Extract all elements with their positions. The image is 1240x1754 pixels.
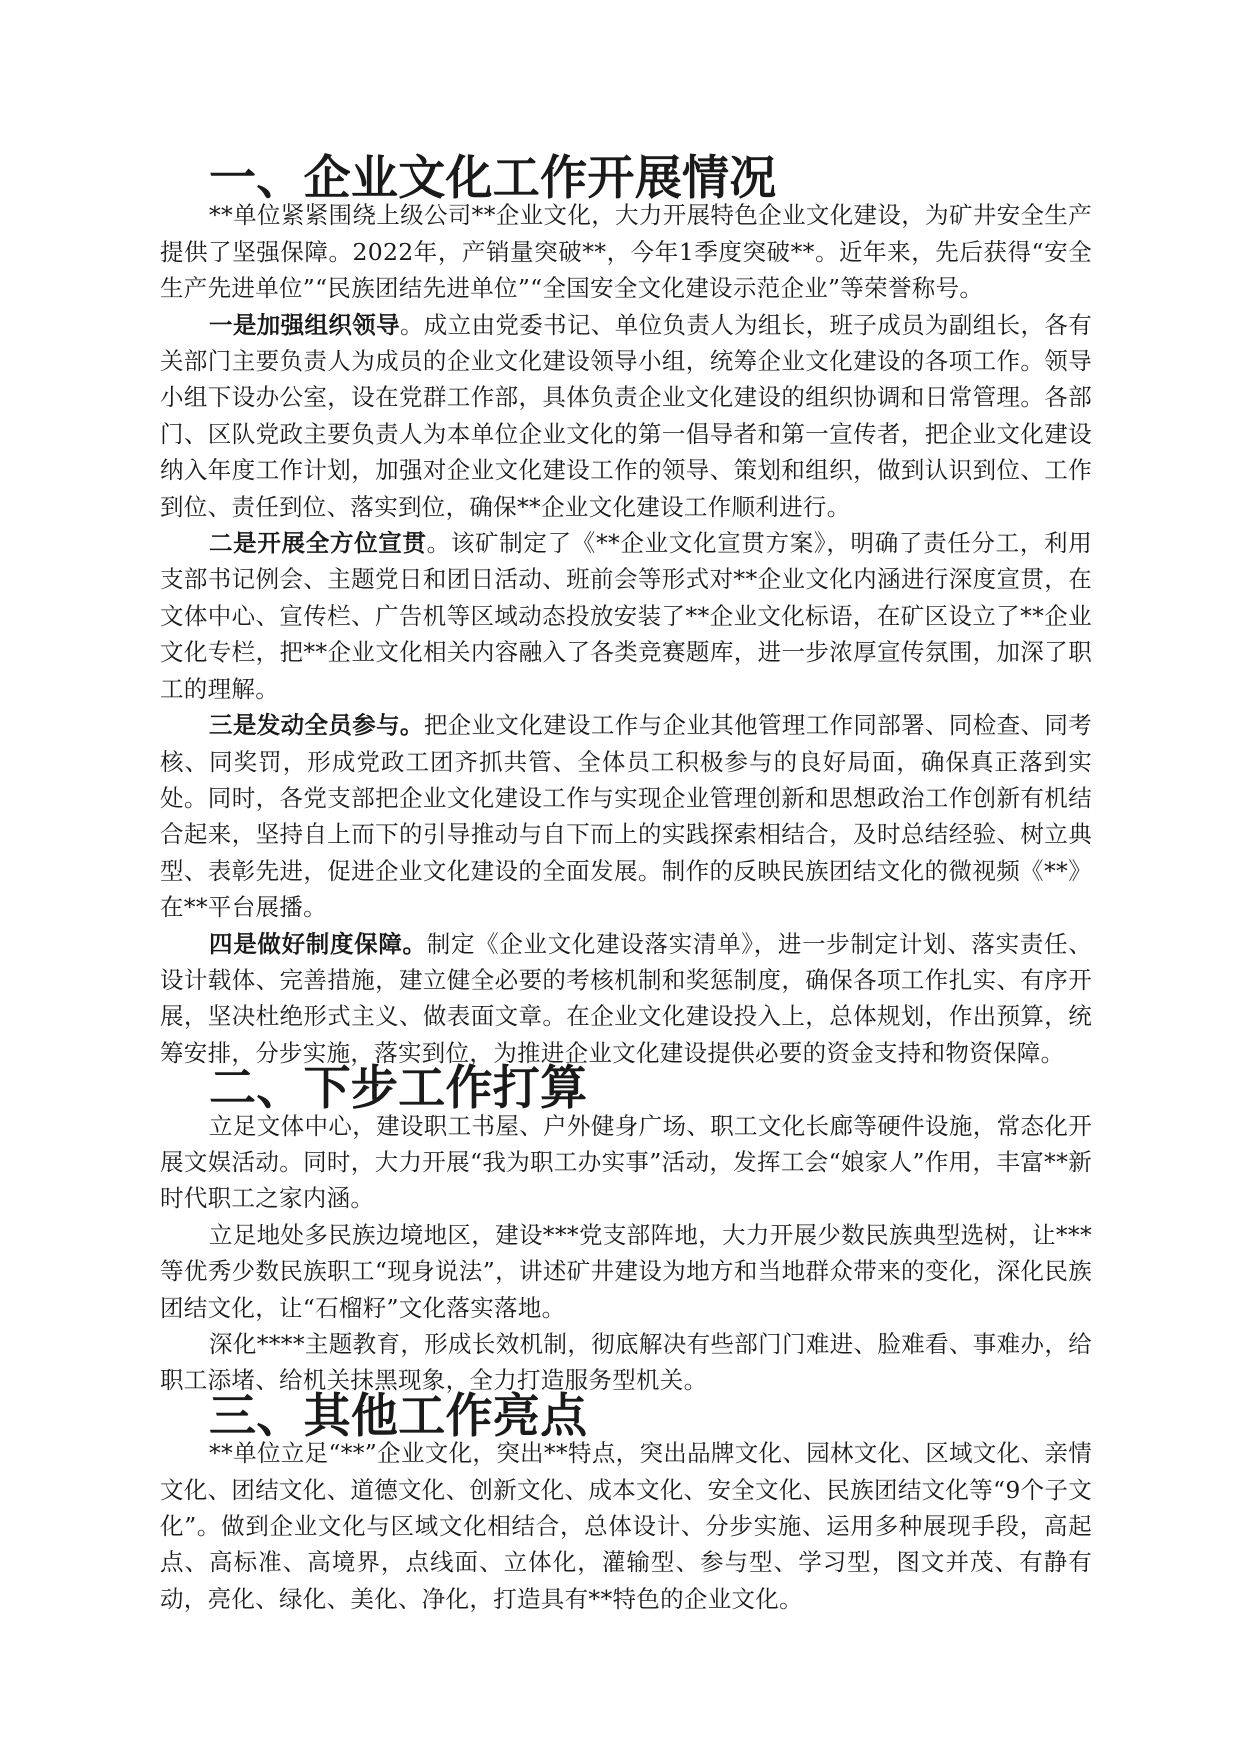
paragraph (160, 926, 1092, 1072)
paragraph-lead: 二是开展全方位宣贯 (209, 529, 427, 558)
paragraph (160, 525, 1092, 707)
paragraph-text: 。成立由党委书记、单位负责人为组长，班子成员为副组长，各有关部门主要负责人为成员的企业文化建设领导小组，统筹企业文化建设的各项工作。领导小组下设办公室，设在党群工作部，具体负责企业文化建设的组织协调和日常管理。各部门、区队党政主要负责人为本单位企业文化的第一倡导者和第一宣传者，把企业文化建设纳入年度工作计划，加强对企业文化建设工作的领导、策划和组织，做到认识到位、工作到位、责任到位、落实到位，确保**企业文化建设工作顺利进行。 (160, 310, 1092, 521)
paragraph-text: 深化****主题教育，形成长效机制，彻底解决有些部门门难进、脸难看、事难办，给职工添堵、给机关抹黑现象，全力打造服务型机关。 (160, 1330, 1092, 1395)
document-body (160, 151, 1093, 1617)
paragraph (160, 707, 1092, 925)
paragraph (160, 307, 1092, 525)
section-heading: 二、下步工作打算 (209, 1061, 588, 1117)
paragraph-text: 把企业文化建设工作与企业其他管理工作同部署、同检查、同考核、同奖罚，形成党政工团齐抓共管、全体员工积极参与的良好局面，确保真正落到实处。同时，各党支部把企业文化建设工作与实现企业管理创新和思想政治工作创新有机结合起来，坚持自上而下的引导推动与自下而上的实践探索相结合，及时总结经验、树立典型、表彰先进，促进企业文化建设的全面发展。制作的反映民族团结文化的微视频《**》在**平台展播。 (160, 711, 1093, 922)
paragraph (160, 1326, 1092, 1399)
paragraph-text: 立足文体中心，建设职工书屋、户外健身广场、职工文化长廊等硬件设施，常态化开展文娱活动。同时，大力开展“我为职工办实事”活动，发挥工会“娘家人”作用，丰富**新时代职工之家内涵。 (160, 1111, 1092, 1213)
paragraph (160, 197, 1092, 306)
paragraph (160, 1435, 1092, 1617)
paragraph-text: **单位紧紧围绕上级公司**企业文化，大力开展特色企业文化建设，为矿井安全生产提供了坚强保障。2022年，产销量突破**，今年1季度突破**。近年来，先后获得“安全生产先进单位”“民族团结先进单位”“全国安全文化建设示范企业”等荣誉称号。 (160, 201, 1092, 303)
section-heading: 三、其他工作亮点 (209, 1388, 588, 1444)
section-heading: 一、企业文化工作开展情况 (209, 151, 777, 206)
paragraph-text: 。该矿制定了《**企业文化宣贯方案》，明确了责任分工，利用支部书记例会、主题党日和团日活动、班前会等形式对**企业文化内涵进行深度宣贯，在文体中心、宣传栏、广告机等区域动态投放安装了**企业文化标语，在矿区设立了**企业文化专栏，把**企业文化相关内容融入了各类竞赛题库，进一步浓厚宣传氛围，加深了职工的理解。 (160, 529, 1093, 703)
paragraph-text: 制定《企业文化建设落实清单》，进一步制定计划、落实责任、设计载体、完善措施，建立健全必要的考核机制和奖惩制度，确保各项工作扎实、有序开展，坚决杜绝形式主义、做表面文章。在企业文化建设投入上，总体规划，作出预算，统筹安排，分步实施，落实到位，为推进企业文化建设提供必要的资金支持和物资保障。 (160, 929, 1093, 1067)
paragraph-text: 立足地处多民族边境地区，建设***党支部阵地，大力开展少数民族典型选树，让***等优秀少数民族职工“现身说法”，讲述矿井建设为地方和当地群众带来的变化，深化民族团结文化，让“石榴籽”文化落实落地。 (160, 1220, 1092, 1322)
paragraph-lead: 三是发动全员参与。 (209, 711, 424, 740)
paragraph (160, 1217, 1092, 1326)
paragraph-text: **单位立足“**”企业文化，突出**特点，突出品牌文化、园林文化、区域文化、亲情文化、团结文化、道德文化、创新文化、成本文化、安全文化、民族团结文化等“9个子文化”。做到企业文化与区域文化相结合，总体设计、分步实施、运用多种展现手段，高起点、高标准、高境界，点线面、立体化，灌输型、参与型、学习型，图文并茂、有静有动，亮化、绿化、美化、净化，打造具有**特色的企业文化。 (160, 1439, 1092, 1613)
paragraph-lead: 一是加强组织领导 (209, 310, 400, 339)
paragraph (160, 1108, 1092, 1217)
paragraph-lead: 四是做好制度保障。 (209, 929, 427, 958)
